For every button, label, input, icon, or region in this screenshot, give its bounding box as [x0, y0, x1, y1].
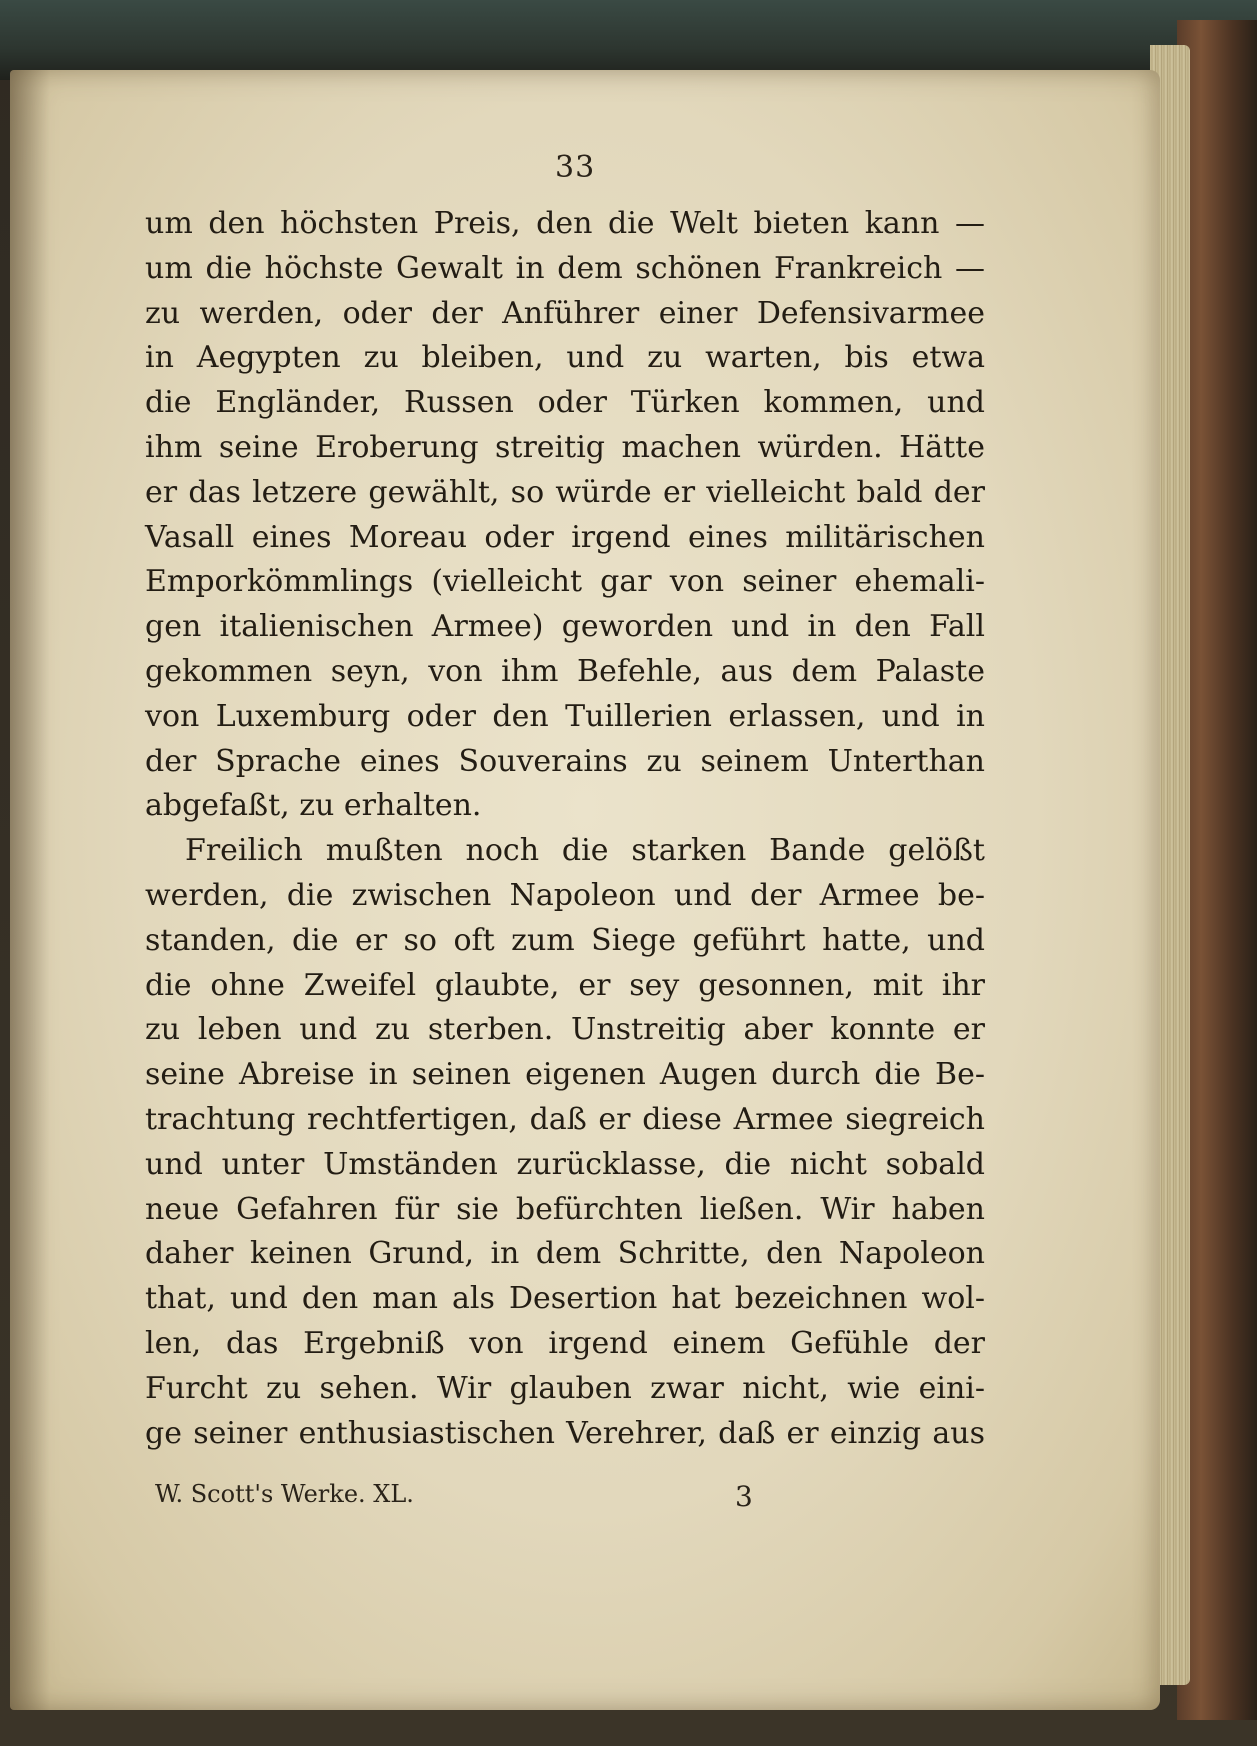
page-gutter-shadow: [10, 70, 50, 1710]
text-line: Vasall eines Moreau oder irgend eines militärischen: [145, 519, 985, 555]
text-line: zu werden, oder der Anführer einer Defensivarmee: [145, 295, 985, 331]
text-line: abgefaßt, zu erhalten.: [145, 788, 482, 824]
text-line: und unter Umständen zurücklasse, die nicht sobald: [145, 1146, 985, 1182]
text-line: Emporkömmlings (vielleicht gar von seiner ehemali-: [145, 564, 985, 600]
text-line: ge seiner enthusiastischen Verehrer, daß er einzig aus: [145, 1415, 985, 1451]
text-line: die ohne Zweifel glaubte, er sey gesonnen, mit ihr: [145, 967, 985, 1003]
text-line: in Aegypten zu bleiben, und zu warten, bis etwa: [145, 340, 985, 376]
text-line: die Engländer, Russen oder Türken kommen, und: [145, 385, 985, 421]
text-line: ihm seine Eroberung streitig machen würden. Hätte: [145, 429, 985, 465]
text-line: Furcht zu sehen. Wir glauben zwar nicht, wie eini-: [145, 1370, 985, 1406]
text-line: werden, die zwischen Napoleon und der Armee be-: [145, 877, 985, 913]
text-line: von Luxemburg oder den Tuillerien erlassen, und in: [145, 698, 985, 734]
text-line: neue Gefahren für sie befürchten ließen. Wir haben: [145, 1191, 985, 1227]
text-line: daher keinen Grund, in dem Schritte, den Napoleon: [145, 1236, 985, 1272]
text-line: um die höchste Gewalt in dem schönen Frankreich —: [145, 250, 985, 286]
text-line: zu leben und zu sterben. Unstreitig aber konnte er: [145, 1012, 985, 1048]
text-line: standen, die er so oft zum Siege geführt hatte, und: [145, 922, 985, 958]
page-footer: [145, 1480, 985, 1520]
text-line: trachtung rechtfertigen, daß er diese Armee siegreich: [145, 1101, 985, 1137]
text-line: Freilich mußten noch die starken Bande gelößt: [185, 833, 985, 869]
text-line: der Sprache eines Souverains zu seinem Unterthan: [145, 743, 985, 779]
footer-sheet-number: 3: [735, 1480, 753, 1513]
text-line: seine Abreise in seinen eigenen Augen durch die Be-: [145, 1057, 985, 1093]
text-line: gen italienischen Armee) geworden und in den Fall: [145, 609, 985, 645]
book-cover-top: [0, 0, 1257, 80]
text-line: um den höchsten Preis, den die Welt bieten kann —: [145, 206, 985, 241]
text-line: gekommen seyn, von ihm Befehle, aus dem Palaste: [145, 653, 985, 689]
text-line: that, und den man als Desertion hat bezeichnen wol-: [145, 1281, 985, 1317]
page-number: 33: [555, 150, 596, 185]
body-text: [145, 202, 985, 1456]
text-line: len, das Ergebniß von irgend einem Gefühle der: [145, 1325, 985, 1361]
text-line: er das letzere gewählt, so würde er vielleicht bald der: [145, 474, 985, 510]
footer-signature: W. Scott's Werke. XL.: [155, 1480, 414, 1508]
book-page: [10, 70, 1160, 1710]
